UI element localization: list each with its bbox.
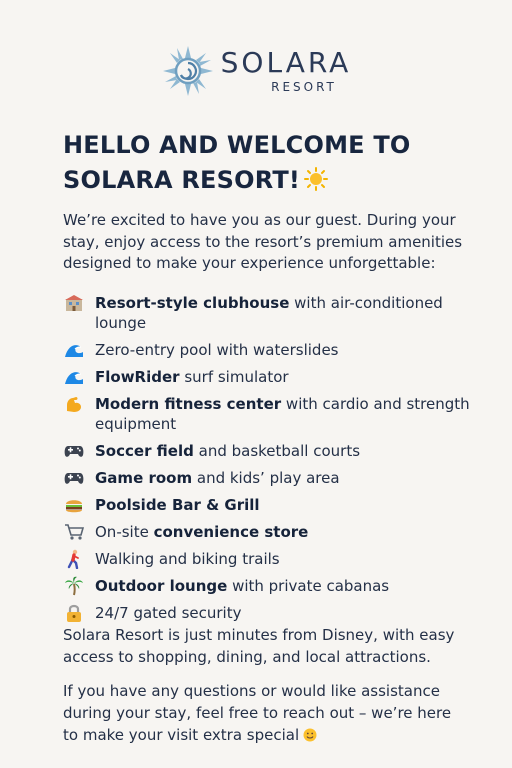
burger-icon: [64, 496, 84, 514]
amenity-bold: Poolside Bar & Grill: [95, 496, 260, 514]
amenity-store: [63, 522, 483, 542]
gamepad-icon: [64, 443, 84, 459]
amenity-bold: Outdoor lounge: [95, 577, 228, 595]
wave-icon: [64, 341, 84, 359]
amenity-text: and kids’ play area: [192, 469, 340, 487]
location-paragraph: Solara Resort is just minutes from Disney, with easy access to shopping, dining, and local attractions.: [63, 626, 455, 666]
amenity-trails: [63, 549, 483, 569]
amenity-text: with private cabanas: [227, 577, 390, 595]
amenity-text: and basketball courts: [193, 442, 361, 460]
brand-subtitle: RESORT: [271, 80, 337, 94]
building-icon: [64, 294, 84, 312]
heading-line-2: SOLARA RESORT!: [63, 166, 301, 194]
amenity-bold: FlowRider: [95, 368, 180, 386]
amenity-lounge: [63, 576, 483, 596]
closing-paragraph: [63, 680, 463, 746]
amenities-list: [63, 293, 483, 630]
heading-line-1: HELLO AND WELCOME TO: [63, 131, 411, 159]
amenity-text: with air-conditioned lounge: [95, 294, 443, 332]
amenity-text: 24/7 gated security: [95, 604, 242, 622]
amenity-text: surf simulator: [179, 368, 289, 386]
amenity-text: Walking and biking trails: [95, 550, 280, 568]
welcome-heading: [63, 128, 483, 198]
amenity-game-room: [63, 468, 483, 488]
amenity-soccer: [63, 441, 483, 461]
intro-text: We’re excited to have you as our guest. During your stay, enjoy access to the resort’s premium amenities designed to make your experience unforgettable:: [63, 211, 463, 272]
resort-logo: [0, 44, 512, 98]
amenity-text: with cardio and strength equipment: [95, 395, 470, 433]
lock-icon: [65, 603, 83, 623]
amenity-pool: [63, 340, 483, 360]
amenity-bold: convenience store: [153, 523, 309, 541]
amenity-security: [63, 603, 483, 623]
amenity-bold: Soccer field: [95, 442, 194, 460]
brand-name: SOLARA: [220, 46, 352, 79]
closing-text: If you have any questions or would like assistance during your stay, feel free to reach out – we’re here to make your visit extra special: [63, 682, 452, 744]
smiley-icon: [303, 728, 317, 742]
amenity-fitness: [63, 394, 483, 434]
walking-person-icon: [65, 549, 83, 569]
wave-icon: [64, 368, 84, 386]
sun-swirl-logo-icon: [161, 44, 215, 98]
amenity-bold: Modern fitness center: [95, 395, 282, 413]
amenity-bold: Resort-style clubhouse: [95, 294, 290, 312]
palm-tree-icon: [64, 576, 84, 596]
amenity-flowrider: [63, 367, 483, 387]
sun-icon: [304, 167, 328, 191]
amenity-bold: Game room: [95, 469, 193, 487]
amenity-text: On-site: [95, 523, 154, 541]
heading-line-2-wrap: [63, 163, 483, 198]
gamepad-icon: [64, 470, 84, 486]
amenity-clubhouse: [63, 293, 483, 333]
shopping-cart-icon: [64, 523, 84, 541]
flexed-bicep-icon: [64, 395, 84, 413]
amenity-text: Zero-entry pool with waterslides: [95, 341, 339, 359]
amenity-bar-grill: [63, 495, 483, 515]
